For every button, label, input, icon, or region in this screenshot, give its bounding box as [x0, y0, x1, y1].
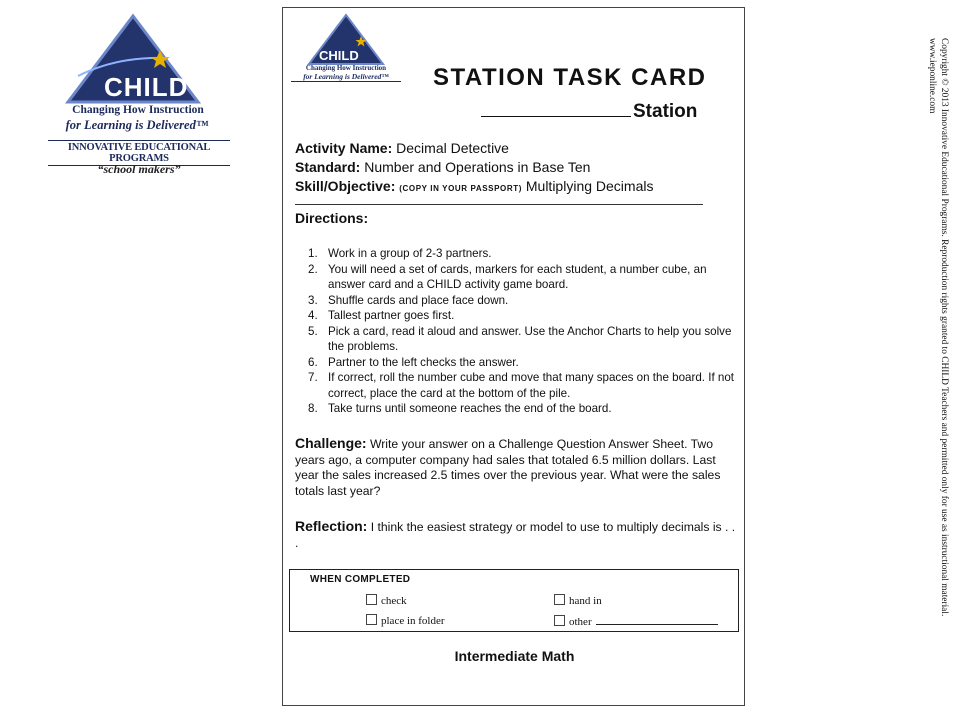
challenge-section [295, 436, 740, 499]
reflection-section [295, 519, 740, 551]
standard-label: Standard: [295, 159, 361, 175]
direction-item: 2. You will need a set of cards, markers for each student, a number cube, an answer card and a CHILD activity game board. [308, 262, 707, 291]
direction-item: 6. Partner to the left checks the answer. [308, 355, 519, 369]
reflection-text: I think the easiest strategy or model to use to multiply decimals is . . . [295, 520, 736, 550]
challenge-text: Write your answer on a Challenge Question Answer Sheet. Two years ago, a computer company had sales that totaled 6.5 million dollars. Last year the sales increased 2.5 times over the previous year. What were the sales totals last year? [295, 437, 721, 498]
station-blank [481, 98, 631, 117]
direction-item: 3. Shuffle cards and place face down. [308, 293, 509, 307]
logo-tagline-2: for Learning is Delivered™ [65, 118, 209, 132]
skill-label: Skill/Objective: [295, 178, 396, 194]
skill-value: Multiplying Decimals [525, 178, 654, 194]
copyright-notice: Copyright © 2013 Innovative Educational Programs. Reproduction rights granted to CHILD Teachers and permitted only for use as instructional material. www.ieponline.com [927, 38, 949, 617]
checkbox-icon[interactable] [554, 615, 565, 626]
child-logo-small [291, 12, 401, 92]
skill-note: (COPY IN YOUR PASSPORT) [399, 184, 522, 193]
skill-row [295, 178, 653, 194]
activity-row [295, 140, 509, 156]
logo-organization: INNOVATIVE EDUCATIONAL PROGRAMS [48, 140, 230, 166]
option-other[interactable]: other [554, 614, 718, 628]
activity-value: Decimal Detective [396, 140, 509, 156]
direction-item: 8. Take turns until someone reaches the end of the board. [308, 402, 612, 415]
checkbox-icon[interactable] [366, 594, 377, 605]
station-label: Station [633, 101, 698, 122]
other-blank[interactable] [596, 614, 718, 625]
when-completed-box [289, 569, 739, 632]
direction-item: 4. Tallest partner goes first. [308, 309, 455, 322]
option-place-in-folder[interactable]: place in folder [366, 614, 445, 627]
station-line [481, 98, 697, 123]
section-divider [295, 204, 703, 205]
station-task-card [282, 7, 745, 706]
logo-slogan: “school makers” [97, 162, 181, 176]
logo-small-tagline-2: for Learning is Delivered™ [291, 72, 401, 82]
card-footer: Intermediate Math [454, 648, 575, 664]
direction-item: 7. If correct, roll the number cube and move that many spaces on the board. If not correct, place the card at the bottom of the pile. [308, 371, 735, 400]
logo-small-tagline-1: Changing How Instruction [305, 64, 387, 72]
standard-value: Number and Operations in Base Ten [364, 159, 591, 175]
option-hand-in[interactable]: hand in [554, 594, 602, 607]
direction-item: 1. Work in a group of 2-3 partners. [308, 247, 492, 260]
when-completed-title: WHEN COMPLETED [310, 574, 411, 585]
direction-item: 5. Pick a card, read it aloud and answer. Use the Anchor Charts to help you solve the problems. [308, 324, 732, 353]
challenge-label: Challenge: [295, 435, 367, 451]
reflection-label: Reflection: [295, 518, 368, 534]
checkbox-icon[interactable] [554, 594, 565, 605]
logo-tagline-1: Changing How Instruction [72, 104, 204, 116]
directions-list [308, 246, 736, 417]
standard-row [295, 159, 590, 175]
activity-label: Activity Name: [295, 140, 393, 156]
directions-heading: Directions: [295, 210, 369, 226]
checkbox-icon[interactable] [366, 614, 377, 625]
card-title: STATION TASK CARD [433, 64, 707, 91]
logo-brand: CHILD [104, 72, 189, 102]
child-logo-large [38, 10, 228, 180]
logo-small-brand: CHILD [319, 48, 359, 63]
option-check[interactable]: check [366, 594, 407, 607]
